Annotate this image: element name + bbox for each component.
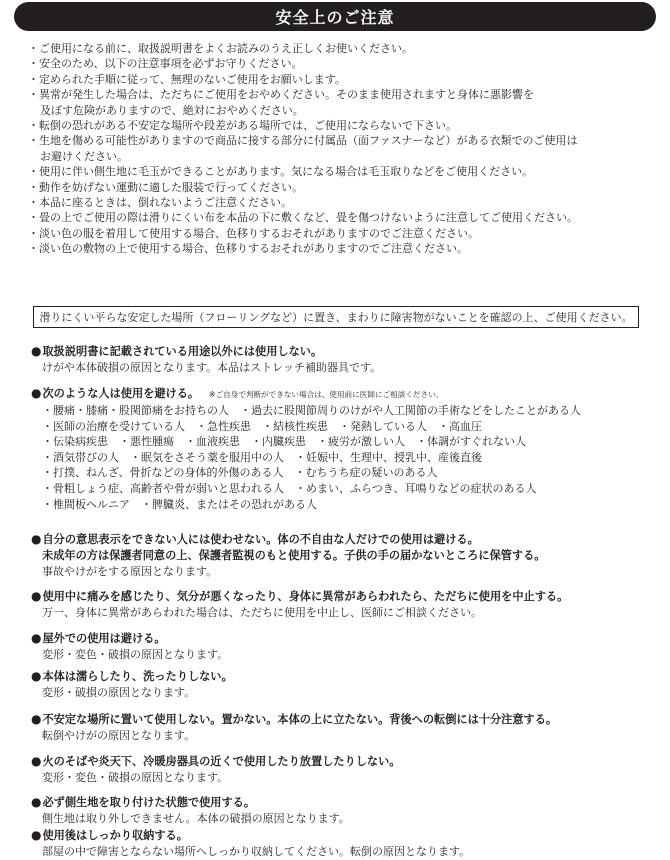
note-line: ・定められた手順に従って、無理のないご使用をお願いします。 (28, 72, 346, 86)
condition-line: ・打撲、ねんざ、骨折などの身体的外傷のある人 ・むちうち症の疑いのある人 (42, 466, 438, 480)
note-line: ・本品に座るときは、倒れないようご注意ください。 (28, 196, 292, 210)
warning-item (31, 827, 661, 860)
warning-heading-text: 次のような人は使用を避ける。 (42, 387, 200, 400)
note-line: ・淡い色の服を着用して使用する場合、色移りするおそれがありますのでご注意ください。 (28, 226, 479, 240)
note-line: ・生地を傷める可能性がありますので商品に接する部分に付属品（面ファスナーなど）がある衣類でのご使用は (28, 134, 578, 148)
warning-heading-text: 取扱説明書に記載されている用途以外には使用しない。 (42, 345, 323, 358)
page-title: 安全上のご注意 (275, 8, 395, 27)
warning-heading (31, 753, 661, 770)
note-line: ・安全のため、以下の注意事項を必ずお守りください。 (28, 57, 303, 71)
warning-heading (31, 531, 661, 548)
condition-line: ・腰痛・膝痛・股関節痛をお持ちの人 ・過去に股関節周りのけがや人工関節の手術などをしたことがある人 (42, 404, 581, 417)
note-line-continued: 及ぼす危険がありますので、絶対におやめください。 (40, 103, 304, 117)
bullet-icon: ● (31, 344, 42, 358)
note-line: ・使用に伴い側生地に毛玉ができることがあります。気になる場合は毛玉取りなどをご使用ください。 (28, 165, 534, 179)
warning-heading (31, 588, 661, 605)
note-item (28, 226, 653, 241)
warning-item (31, 385, 661, 512)
warning-heading-continued: 未成年の方は保護者同意の上、保護者監視のもと使用する。子供の手の届かないところに保管する。 (42, 549, 546, 562)
placement-notice-box (33, 306, 639, 328)
warning-detail: 万一、身体に異常があらわれた場合は、ただちに使用を中止し、医師にご相談ください。 (42, 606, 482, 619)
condition-line: ・酒気帯びの人 ・眠気をさそう薬を服用中の人 ・妊娠中、生理中、授乳中、産後直後 (42, 450, 482, 464)
condition-line: ・椎間板ヘルニア ・脾臓炎、またはその恐れがある人 (42, 497, 317, 511)
warning-heading-text: 屋外での使用は避ける。 (42, 632, 166, 645)
bullet-icon: ● (31, 631, 42, 645)
title-bar (14, 2, 656, 31)
warning-heading (31, 827, 661, 844)
warning-detail: 変形・変色・破損の原因となります。 (42, 771, 229, 784)
warning-heading (31, 385, 661, 403)
warning-heading-text: 本体は濡らしたり、洗ったりしない。 (42, 670, 233, 683)
bullet-icon: ● (31, 828, 42, 842)
warning-heading-text: 必ず側生地を取り付けた状態で使用する。 (42, 796, 256, 809)
warning-heading-text: 不安定な場所に置いて使用しない。置かない。本体の上に立たない。背後への転倒には十分注意する。 (42, 713, 558, 726)
placement-notice-text: 滑りにくい平らな安定した場所（フローリングなど）に置き、まわりに障害物がないことを確認の上、ご使用ください。 (39, 311, 633, 324)
note-line: ・異常が発生した場合は、ただちにご使用をおやめください。そのまま使用されますと身体に悪影響を (28, 88, 534, 102)
warning-item (31, 588, 661, 621)
note-line: ・畳の上でご使用の際は滑りにくい布を本品の下に敷くなど、畳を傷つけないように注意してご使用ください。 (28, 211, 578, 225)
warning-heading-text: 使用後はしっかり収納する。 (42, 829, 188, 842)
note-line: ・動作を妨げない運動に適した服装で行ってください。 (28, 180, 303, 194)
note-item (28, 133, 653, 164)
note-item (28, 241, 653, 256)
warning-item (31, 711, 661, 744)
warning-detail: 転倒やけがの原因となります。 (42, 729, 196, 742)
note-item (28, 118, 653, 133)
warning-item (31, 753, 661, 786)
bullet-icon: ● (31, 795, 42, 809)
general-notes (28, 41, 653, 257)
consult-doctor-note: ※ご自身で判断ができない場合は、使用前に医師にご相談ください。 (209, 390, 444, 399)
warning-item (31, 630, 661, 663)
note-line: ・転倒の恐れがある不安定な場所や段差がある場所では、ご使用にならないで下さい。 (28, 119, 457, 133)
warning-heading (31, 630, 661, 647)
warning-detail: 事故やけがをする原因となります。 (42, 565, 218, 578)
warning-item (31, 794, 661, 827)
warning-detail: 変形・変色・破損の原因となります。 (42, 648, 229, 661)
warning-item (31, 531, 661, 580)
bullet-icon: ● (31, 712, 42, 726)
note-item (28, 180, 653, 195)
bullet-icon: ● (31, 589, 42, 603)
warning-heading-text: 使用中に痛みを感じたり、気分が悪くなったり、身体に異常があらわれたら、ただちに使用を中止する。 (42, 590, 569, 603)
warning-detail: けがや本体破損の原因となります。本品はストレッチ補助器具です。 (42, 361, 382, 374)
note-item (28, 41, 653, 56)
warning-heading-text: 火のそばや炎天下、冷暖房器具の近くで使用したり放置したりしない。 (42, 755, 401, 768)
note-item (28, 87, 653, 118)
note-item (28, 164, 653, 179)
condition-line: ・骨粗しょう症、高齢者や骨が弱いと思われる人 ・めまい、ふらつき、耳鳴りなどの症状のある人 (42, 481, 537, 495)
warning-detail: 側生地は取り外しできません。本体の破損の原因となります。 (42, 812, 350, 825)
warning-heading (31, 794, 661, 811)
warning-item (31, 343, 661, 376)
warning-heading (31, 343, 661, 360)
condition-line: ・伝染病疾患 ・悪性腫瘍 ・血液疾患 ・内臓疾患 ・疲労が激しい人 ・体調がすぐれない人 (42, 435, 526, 449)
warning-heading (31, 711, 661, 728)
bullet-icon: ● (31, 386, 42, 400)
condition-line: ・医師の治療を受けている人 ・急性疾患 ・結核性疾患 ・発熱している人 ・高血圧 (42, 419, 482, 433)
warning-heading (31, 668, 661, 685)
note-line: ・淡い色の敷物の上で使用する場合、色移りするおそれがありますのでご注意ください。 (28, 242, 468, 256)
note-line: ・ご使用になる前に、取扱説明書をよくお読みのうえ正しくお使いください。 (28, 42, 413, 55)
warning-detail: 部屋の中で障害とならない場所へしっかり収納してください。転倒の原因となります。 (42, 845, 471, 858)
bullet-icon: ● (31, 532, 42, 546)
bullet-icon: ● (31, 669, 42, 683)
bullet-icon: ● (31, 754, 42, 768)
note-item (28, 195, 653, 210)
note-line-continued: お避けください。 (40, 149, 128, 163)
note-item (28, 210, 653, 225)
warning-item (31, 668, 661, 701)
warning-detail: 変形・破損の原因となります。 (42, 686, 196, 699)
warning-heading-text: 自分の意思表示をできない人には使わせない。体の不自由な人だけでの使用は避ける。 (42, 533, 479, 546)
note-item (28, 56, 653, 71)
note-item (28, 72, 653, 87)
